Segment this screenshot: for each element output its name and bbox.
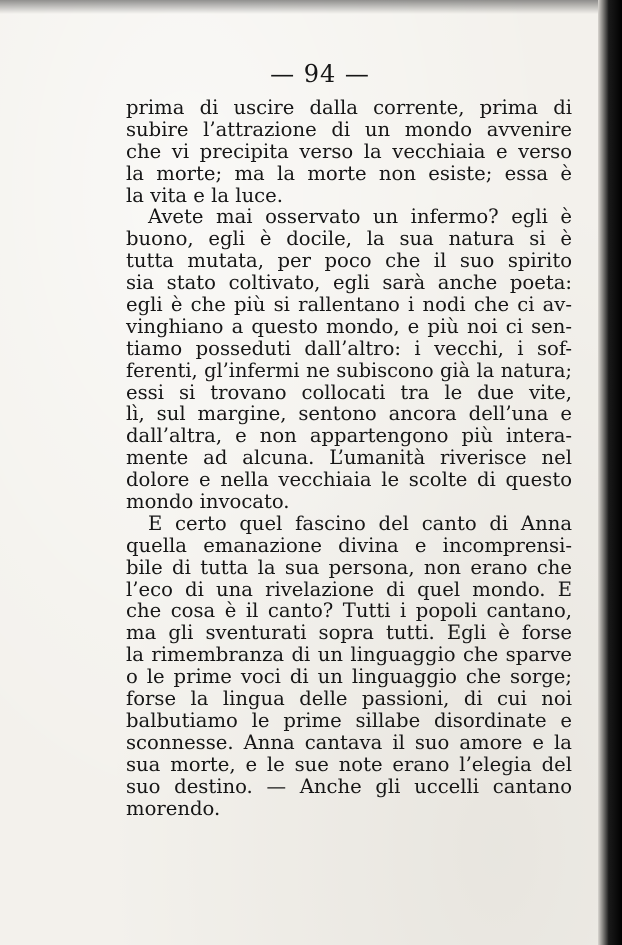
text-line: essi si trovano collocati tra le due vite,	[126, 380, 572, 404]
text-line: ferenti, gl’infermi ne subiscono già la natura;	[126, 358, 572, 382]
text-line: la vita e la luce.	[126, 183, 283, 207]
text-line: quella emanazione divina e incomprensi-	[126, 533, 572, 557]
text-line: che vi precipita verso la vecchiaia e verso	[126, 139, 572, 163]
text-line: la rimembranza di un linguaggio che sparve	[126, 643, 572, 667]
text-line: che cosa è il canto? Tutti i popoli cantano,	[126, 599, 572, 623]
book-spine-edge	[598, 0, 622, 945]
text-line: Avete mai osservato un infermo? egli è	[148, 205, 572, 229]
text-line: tiamo posseduti dall’altro: i vecchi, i sof-	[126, 336, 572, 360]
text-line: prima di uscire dalla corrente, prima di	[126, 96, 572, 119]
text-line: ma gli sventurati sopra tutti. Egli è forse	[126, 621, 572, 645]
text-line: mente ad alcuna. L’umanità riverisce nel	[126, 446, 572, 470]
text-line: sia stato coltivato, egli sarà anche poeta:	[126, 271, 572, 295]
text-line: tutta mutata, per poco che il suo spirito	[126, 249, 572, 273]
text-line: bile di tutta la sua persona, non erano che	[126, 555, 572, 579]
text-line: E certo quel fascino del canto di Anna	[148, 511, 572, 535]
body-text	[126, 97, 572, 819]
text-line: l’eco di una rivelazione di quel mondo. E	[126, 577, 572, 601]
text-line: buono, egli è docile, la sua natura si è	[126, 227, 572, 251]
text-line: sconnesse. Anna cantava il suo amore e la	[126, 730, 572, 754]
text-line: balbutiamo le prime sillabe disordinate e	[126, 708, 572, 732]
page-top-shadow	[0, 0, 622, 14]
text-line: forse la lingua delle passioni, di cui noi	[126, 687, 572, 711]
text-line: morendo.	[126, 796, 221, 820]
text-line: dall’altra, e non appartengono più intera-	[126, 424, 572, 448]
text-line: subire l’attrazione di un mondo avvenire	[126, 117, 572, 141]
text-line: vinghiano a questo mondo, e più noi ci sen-	[126, 314, 572, 338]
text-line: suo destino. — Anche gli uccelli cantano	[126, 774, 572, 798]
text-line: la morte; ma la morte non esiste; essa è	[126, 161, 572, 185]
text-line: dolore e nella vecchiaia le scolte di questo	[126, 468, 572, 492]
page-number: — 94 —	[270, 60, 370, 88]
text-line: o le prime voci di un linguaggio che sorge;	[126, 665, 572, 689]
text-line: sua morte, e le sue note erano l’elegia del	[126, 752, 572, 776]
text-line: lì, sul margine, sentono ancora dell’una e	[126, 402, 572, 426]
text-line: egli è che più si rallentano i nodi che ci av-	[126, 293, 572, 317]
text-line: mondo invocato.	[126, 490, 290, 514]
